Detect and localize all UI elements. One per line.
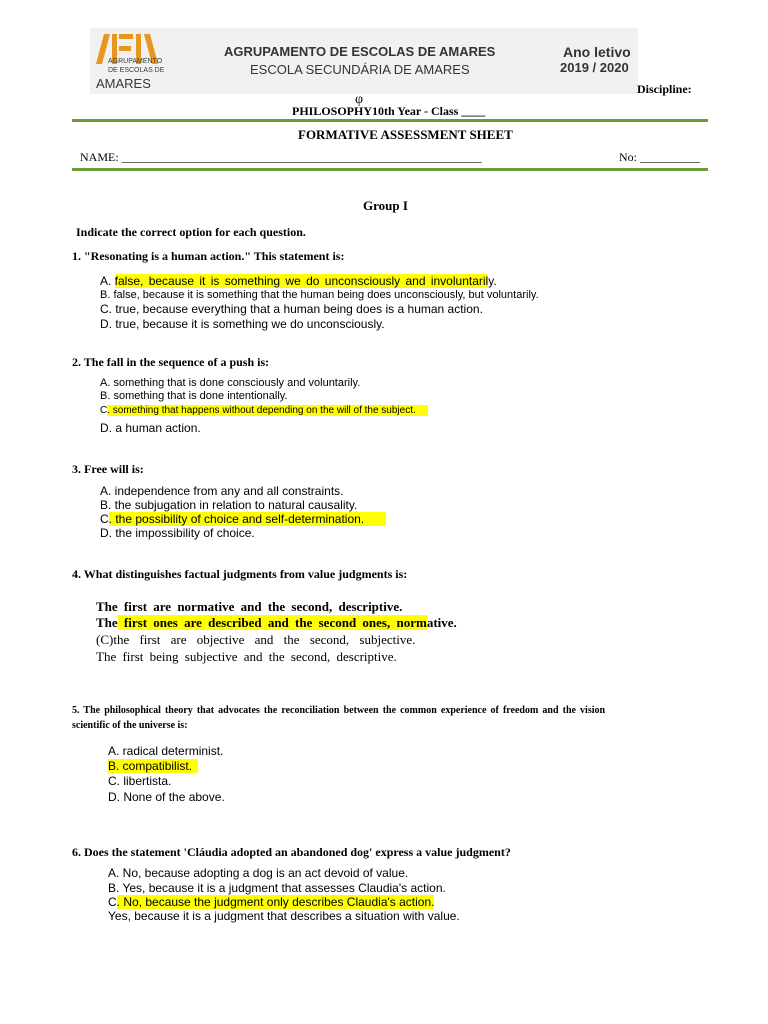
logo-text-2: DE ESCOLAS DE xyxy=(108,67,165,74)
name-field[interactable]: NAME: ____________________________________________________________ xyxy=(80,150,482,164)
group-title: Group I xyxy=(363,198,408,213)
logo-text-3: AMARES xyxy=(96,76,151,91)
question-5-line-1: 5. The philosophical theory that advocates the reconciliation between the common experience of freedom and the vision xyxy=(72,705,606,716)
q3-option-c[interactable] xyxy=(100,512,386,526)
highlighted-answer: first ones are described and the second ones, norm xyxy=(117,615,427,630)
q2-option-a[interactable]: A. something that is done consciously and voluntarily. xyxy=(100,377,361,389)
option-prefix: C xyxy=(100,405,108,416)
header-rule-top xyxy=(72,119,708,122)
question-1: 1. "Resonating is a human action." This statement is: xyxy=(72,249,345,263)
discipline-label: Discipline: xyxy=(637,82,692,96)
q3-option-b[interactable]: B. the subjugation in relation to natural causality. xyxy=(100,498,358,512)
highlighted-answer: B. compatibilist. xyxy=(108,759,198,773)
q6-option-c[interactable] xyxy=(108,895,434,909)
logo-text-1: AGRUPAMENTO xyxy=(108,58,163,65)
instructions: Indicate the correct option for each question. xyxy=(76,225,306,239)
question-6: 6. Does the statement 'Cláudia adopted an abandoned dog' express a value judgment? xyxy=(72,845,511,859)
q5-option-c[interactable]: C. libertista. xyxy=(108,774,172,788)
question-5-line-2: scientific of the universe is: xyxy=(72,720,188,731)
q6-option-d[interactable]: Yes, because it is a judgment that describes a situation with value. xyxy=(108,909,460,923)
q2-option-c[interactable] xyxy=(100,405,428,416)
q2-option-b[interactable]: B. something that is done intentionally. xyxy=(100,390,288,402)
q3-option-a[interactable]: A. independence from any and all constraints. xyxy=(100,484,344,498)
school-name-line-1: AGRUPAMENTO DE ESCOLAS DE AMARES xyxy=(224,44,496,59)
school-name-line-2: ESCOLA SECUNDÁRIA DE AMARES xyxy=(250,62,470,77)
school-year-label: Ano letivo xyxy=(563,44,631,60)
option-prefix: A. xyxy=(100,274,115,288)
highlighted-answer: . the possibility of choice and self-determination. xyxy=(109,512,386,526)
q6-option-a[interactable]: A. No, because adopting a dog is an act devoid of value. xyxy=(108,866,409,880)
subject-line: PHILOSOPHY10th Year - Class ____ xyxy=(292,104,486,118)
q5-option-d[interactable]: D. None of the above. xyxy=(108,790,225,804)
option-prefix: The xyxy=(96,615,118,630)
option-suffix: ative. xyxy=(426,615,457,630)
question-3: 3. Free will is: xyxy=(72,462,144,476)
sheet-title: FORMATIVE ASSESSMENT SHEET xyxy=(298,127,513,142)
option-prefix: C xyxy=(108,895,117,909)
header-rule-bottom xyxy=(72,168,708,171)
q3-option-d[interactable]: D. the impossibility of choice. xyxy=(100,526,255,540)
question-2: 2. The fall in the sequence of a push is: xyxy=(72,355,270,369)
question-4: 4. What distinguishes factual judgments from value judgments is: xyxy=(72,567,408,581)
option-suffix: y. xyxy=(488,274,497,288)
q1-option-d[interactable]: D. true, because it is something we do unconsciously. xyxy=(100,317,385,331)
q5-option-b[interactable] xyxy=(108,759,198,773)
q4-option-c[interactable]: (C)the first are objective and the second, subjective. xyxy=(96,632,416,647)
q5-option-a[interactable]: A. radical determinist. xyxy=(108,744,224,758)
highlighted-answer: false, because it is something we do unconsciously and involuntaril xyxy=(114,274,489,288)
number-field[interactable]: No: __________ xyxy=(619,150,700,164)
header-banner xyxy=(90,28,638,94)
highlighted-answer: . something that happens without depending on the will of the subject. xyxy=(107,405,428,416)
q1-option-c[interactable]: C. true, because everything that a human being does is a human action. xyxy=(100,302,483,316)
option-prefix: C xyxy=(100,512,109,526)
q2-option-d[interactable]: D. a human action. xyxy=(100,421,201,435)
q4-option-d[interactable]: The first being subjective and the second, descriptive. xyxy=(96,649,397,664)
q1-option-b[interactable]: B. false, because it is something that the human being does unconsciously, but voluntarily. xyxy=(100,289,539,301)
highlighted-answer: . No, because the judgment only describes Claudia's action. xyxy=(116,895,435,909)
school-year-value: 2019 / 2020 xyxy=(560,60,629,75)
subject-symbol: φ xyxy=(355,92,364,107)
q4-option-a[interactable]: The first are normative and the second, descriptive. xyxy=(96,599,403,614)
q1-option-a[interactable] xyxy=(100,274,497,288)
q4-option-b[interactable] xyxy=(96,615,457,631)
q6-option-b[interactable]: B. Yes, because it is a judgment that assesses Claudia's action. xyxy=(108,881,446,895)
